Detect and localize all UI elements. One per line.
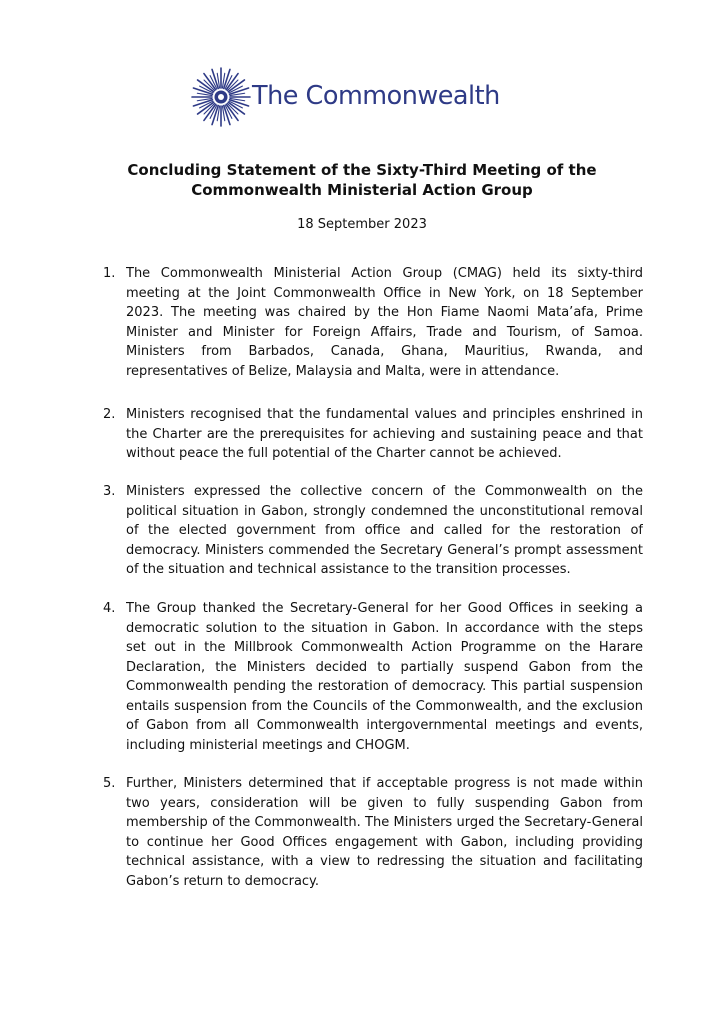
- paragraph-line: representatives of Belize, Malaysia and Malta, were in attendance.: [126, 363, 560, 379]
- document-date: 18 September 2023: [297, 217, 427, 232]
- document-title-line-2: Commonwealth Ministerial Action Group: [191, 181, 533, 199]
- paragraph-line: including ministerial meetings and CHOGM.: [126, 737, 410, 753]
- paragraph-line: technical assistance, with a view to redressing the situation and facilitating: [126, 854, 643, 869]
- paragraph-line: Minister and Minister for Foreign Affairs, Trade and Tourism, of Samoa.: [126, 324, 643, 340]
- paragraph-line: Declaration, the Ministers decided to partially suspend Gabon from the: [126, 659, 643, 675]
- paragraph-number: 3.: [103, 484, 116, 499]
- paragraph-line: Commonwealth pending the restoration of democracy. This partial suspension: [126, 679, 643, 694]
- paragraph-number: 1.: [103, 266, 116, 281]
- paragraph-number: 2.: [103, 407, 116, 422]
- document-title-line-1: Concluding Statement of the Sixty-Third Meeting of the: [127, 161, 597, 179]
- paragraph-number: 5.: [103, 776, 116, 791]
- paragraph-line: 2023. The meeting was chaired by the Hon Fiame Naomi Mata’afa, Prime: [126, 305, 643, 320]
- paragraph-line: the Charter are the prerequisites for achieving and sustaining peace and that: [126, 426, 643, 442]
- paragraph-line: Ministers recognised that the fundamental values and principles enshrined in: [126, 407, 643, 422]
- paragraph-line: to continue her Good Offices engagement with Gabon, including providing: [126, 834, 643, 850]
- commonwealth-logo: [190, 66, 500, 128]
- paragraph-line: entails suspension from the Councils of the Commonwealth, and the exclusion: [126, 698, 643, 714]
- paragraph-line: of Gabon from all Commonwealth intergovernmental meetings and events,: [126, 718, 643, 733]
- paragraph-line: Further, Ministers determined that if acceptable progress is not made within: [126, 776, 643, 791]
- paragraph-text: [126, 405, 643, 464]
- paragraph-text: [126, 264, 643, 381]
- paragraph-line: political situation in Gabon, strongly condemned the unconstitutional removal: [126, 503, 643, 519]
- paragraph-line: Ministers expressed the collective concern of the Commonwealth on the: [126, 484, 643, 499]
- paragraph-line: Ministers from Barbados, Canada, Ghana, Mauritius, Rwanda, and: [126, 344, 643, 359]
- paragraph-line: democratic solution to the situation in Gabon. In accordance with the steps: [126, 620, 643, 636]
- paragraph-text: [126, 482, 643, 580]
- commonwealth-emblem-icon: [190, 66, 252, 128]
- paragraph-text: [126, 599, 643, 755]
- paragraph-line: membership of the Commonwealth. The Ministers urged the Secretary-General: [126, 815, 643, 830]
- paragraph-line: democracy. Ministers commended the Secretary General’s prompt assessment: [126, 542, 643, 558]
- paragraph-line: without peace the full potential of the Charter cannot be achieved.: [126, 446, 562, 461]
- paragraph-line: The Commonwealth Ministerial Action Group (CMAG) held its sixty-third: [126, 266, 643, 281]
- paragraph-line: set out in the Millbrook Commonwealth Action Programme on the Harare: [126, 640, 643, 655]
- paragraph-line: The Group thanked the Secretary-General for her Good Offices in seeking a: [126, 601, 643, 616]
- paragraph-line: of the elected government from office and called for the restoration of: [126, 523, 643, 538]
- paragraph-line: meeting at the Joint Commonwealth Office in New York, on 18 September: [126, 285, 643, 301]
- paragraph-line: two years, consideration will be given to fully suspending Gabon from: [126, 795, 643, 811]
- paragraph-text: [126, 774, 643, 891]
- logo-wordmark: The Commonwealth: [252, 81, 500, 111]
- paragraph-number: 4.: [103, 601, 116, 616]
- paragraph-line: of the situation and technical assistance to the transition processes.: [126, 562, 571, 577]
- paragraph-line: Gabon’s return to democracy.: [126, 873, 320, 889]
